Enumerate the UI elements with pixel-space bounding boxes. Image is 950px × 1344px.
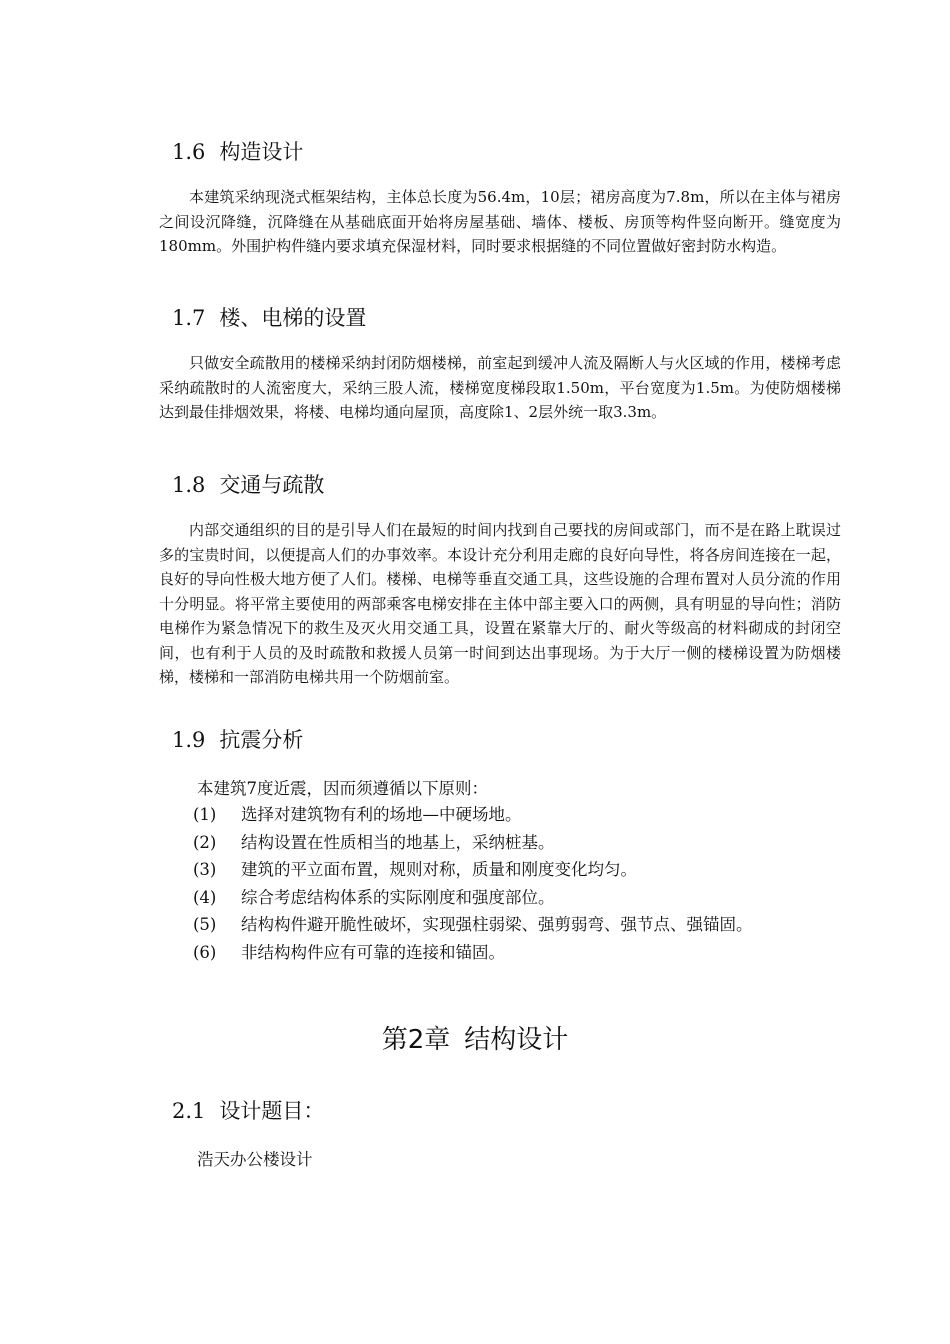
section-number: 1.7	[172, 306, 206, 330]
list-item-text: 结构设置在性质相当的地基上，采纳桩基。	[241, 832, 555, 852]
section-title: 交通与疏散	[219, 473, 325, 497]
list-item-text: 建筑的平立面布置，规则对称，质量和刚度变化均匀。	[241, 860, 637, 880]
section-title: 构造设计	[219, 140, 304, 164]
section-number: 1.9	[172, 728, 206, 752]
list-item-text: 综合考虑结构体系的实际刚度和强度部位。	[241, 887, 555, 907]
section-number: 1.8	[172, 473, 206, 497]
section-heading-1-8	[172, 471, 324, 499]
list-item	[193, 829, 753, 857]
section-heading-1-7	[172, 304, 366, 332]
list-marker: (2)	[193, 832, 217, 852]
list-item	[193, 911, 753, 939]
list-marker: (6)	[193, 942, 217, 962]
list-marker: (5)	[193, 915, 217, 935]
paragraph-design-title: 浩天办公楼设计	[197, 1150, 313, 1169]
list-item	[193, 801, 753, 829]
chapter-number: 第2章	[381, 1025, 451, 1055]
paragraph-traffic-evacuation: 内部交通组织的目的是引导人们在最短的时间内找到自己要找的房间或部门，而不是在路上耽误过多的宝贵时间，以便提高人们的办事效率。本设计充分利用走廊的良好向导性，将各房间连接在一起，良好的导向性极大地方便了人们。楼梯、电梯等垂直交通工具，这些设施的合理布置对人员分流的作用十分明显。将平常主要使用的两部乘客电梯安排在主体中部主要入口的两侧，具有明显的导向性；消防电梯作为紧急情况下的救生及灭火用交通工具，设置在紧靠大厅的、耐火等级高的材料砌成的封闭空间，也有利于人员的及时疏散和救援人员第一时间到达出事现场。为于大厅一侧的楼梯设置为防烟楼梯，楼梯和一部消防电梯共用一个防烟前室。	[159, 521, 841, 686]
list-item-text: 选择对建筑物有利的场地—中硬场地。	[241, 805, 522, 824]
section-title: 抗震分析	[219, 728, 304, 752]
list-item-text: 结构构件避开脆性破坏，实现强柱弱梁、强剪弱弯、强节点、强锚固。	[241, 915, 753, 935]
list-item-text: 非结构构件应有可靠的连接和锚固。	[241, 942, 505, 962]
section-title: 设计题目：	[219, 1099, 325, 1123]
section-number: 2.1	[172, 1099, 206, 1123]
list-item	[193, 856, 753, 884]
list-marker: (4)	[193, 887, 217, 907]
section-number: 1.6	[172, 140, 206, 164]
section-heading-1-9	[172, 726, 303, 754]
paragraph-seismic-intro: 本建筑7度近震，因而须遵循以下原则：	[197, 779, 488, 798]
list-item	[193, 884, 753, 912]
list-marker: (3)	[193, 860, 217, 880]
list-item	[193, 939, 753, 967]
paragraph-structure-design: 本建筑采纳现浇式框架结构，主体总长度为56.4m，10层；裙房高度为7.8m，所以在主体与裙房之间设沉降缝，沉降缝在从基础底面开始将房屋基础、墙体、楼板、房顶等构件竖向断开。缝宽度为180mm。外围护构件缝内要求填充保湿材料，同时要求根据缝的不同位置做好密封防水构造。	[159, 188, 841, 255]
paragraph-stairs-elevators: 只做安全疏散用的楼梯采纳封闭防烟楼梯，前室起到缓冲人流及隔断人与火区域的作用，楼梯考虑采纳疏散时的人流密度大，采纳三股人流，楼梯宽度梯段取1.50m，平台宽度为1.5m。为使防烟楼梯达到最佳排烟效果，将楼、电梯均通向屋顶，高度除1、2层外统一取3.3m。	[159, 354, 841, 421]
section-heading-2-1	[172, 1097, 324, 1125]
seismic-principles-list	[193, 801, 753, 967]
chapter-title: 结构设计	[464, 1025, 569, 1055]
section-title: 楼、电梯的设置	[219, 306, 367, 330]
section-heading-1-6	[172, 138, 303, 166]
list-marker: (1)	[193, 805, 217, 824]
chapter-heading	[0, 1022, 950, 1058]
